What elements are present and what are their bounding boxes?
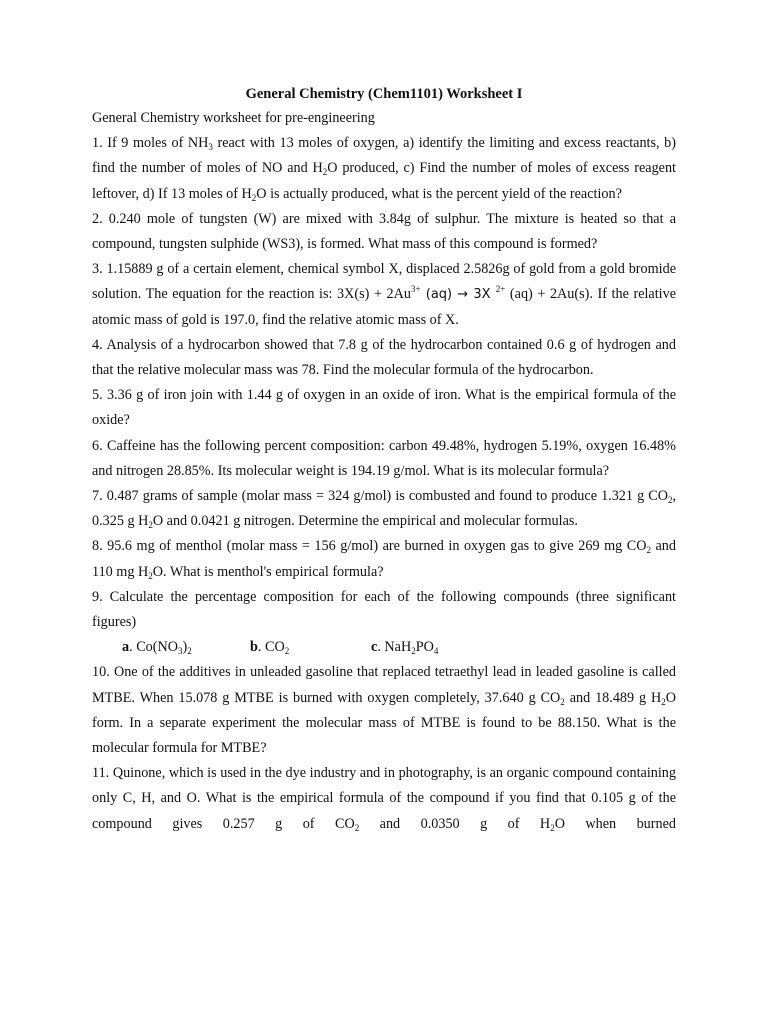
question-8: 8. 95.6 mg of menthol (molar mass = 156 g/mol) are burned in oxygen gas to give 269 mg $CO_2$ and 110 mg $H_2O$. What is menthol's empirical formula? (92, 538, 676, 581)
question-4: 4. Analysis of a hydrocarbon showed that 7.8 g of the hydrocarbon contained 0.6 g of hydrogen and that the relative molecular mass was 78. Find the molecular formula of the hydrocarbon. (92, 336, 676, 379)
question-11: 11. Quinone, which is used in the dye industry and in photography, is an organic compound containing only C, H, and O. What is the empirical formula of the compound if you find that 0.105 g of the compound gives 0.257 g of $CO_2$ and 0.0350 g of $H_2O$ when burned (92, 765, 676, 833)
question-3: 3. 1.15889 g of a certain element, chemical symbol X, displaced 2.5826g of gold from a gold bromide solution. The equation for the reaction is: $3X(s) + 2Au^{3+}$ (aq) → 3X $^{2+}$ (aq) + 2Au(s). If the relative atomic mass of gold is 197.0, find the relative atomic mass of X. (92, 261, 677, 328)
question-10: 10. One of the additives in unleaded gasoline that replaced tetraethyl lead in leaded gasoline is called MTBE. When 15.078 g MTBE is burned with oxygen completely, 37.640 g $CO_2$ and 18.489 g $H_2O$ form. In a separate experiment the molecular mass of MTBE is found to be 88.150. What is the molecular formula for MTBE? (92, 664, 677, 757)
compound-a: a. $Co(NO_3)_2$ (122, 639, 192, 657)
compound-c: c. $NaH_2PO_4$ (371, 639, 439, 657)
page-title: General Chemistry (Chem1101) Worksheet I (245, 86, 523, 102)
question-1: 1. If 9 moles of $NH_3$ react with 13 moles of oxygen, a) identify the limiting and excess reactants, b) find the number of moles of NO and $H_2O$ produced, c) Find the number of moles of excess reagent leftover, d) If 13 moles of $H_2O$ is actually produced, what is the percent yield of the reaction? (92, 135, 676, 203)
question-2: 2. 0.240 mole of tungsten (W) are mixed with 3.84g of sulphur. The mixture is heated so that a compound, tungsten sulphide (WS3), is formed. What mass of this compound is formed? (92, 210, 676, 253)
question-5: 5. 3.36 g of iron join with 1.44 g of oxygen in an oxide of iron. What is the empirical formula of the oxide? (92, 387, 676, 429)
question-9-compounds (92, 635, 676, 660)
compound-b: b. $CO_2$ (250, 639, 290, 657)
question-9: 9. Calculate the percentage composition for each of the following compounds (three significant figures) (92, 588, 676, 631)
question-7: 7. 0.487 grams of sample (molar mass = 324 g/mol) is combusted and found to produce 1.321 g $CO_2$, 0.325 g $H_2O$ and 0.0421 g nitrogen. Determine the empirical and molecular formulas. (92, 488, 676, 531)
subtitle: General Chemistry worksheet for pre-engineering (92, 110, 375, 126)
worksheet-body (92, 106, 676, 837)
question-6: 6. Caffeine has the following percent composition: carbon 49.48%, hydrogen 5.19%, oxygen 16.48% and nitrogen 28.85%. Its molecular weight is 194.19 g/mol. What is its molecular formula? (92, 437, 676, 479)
